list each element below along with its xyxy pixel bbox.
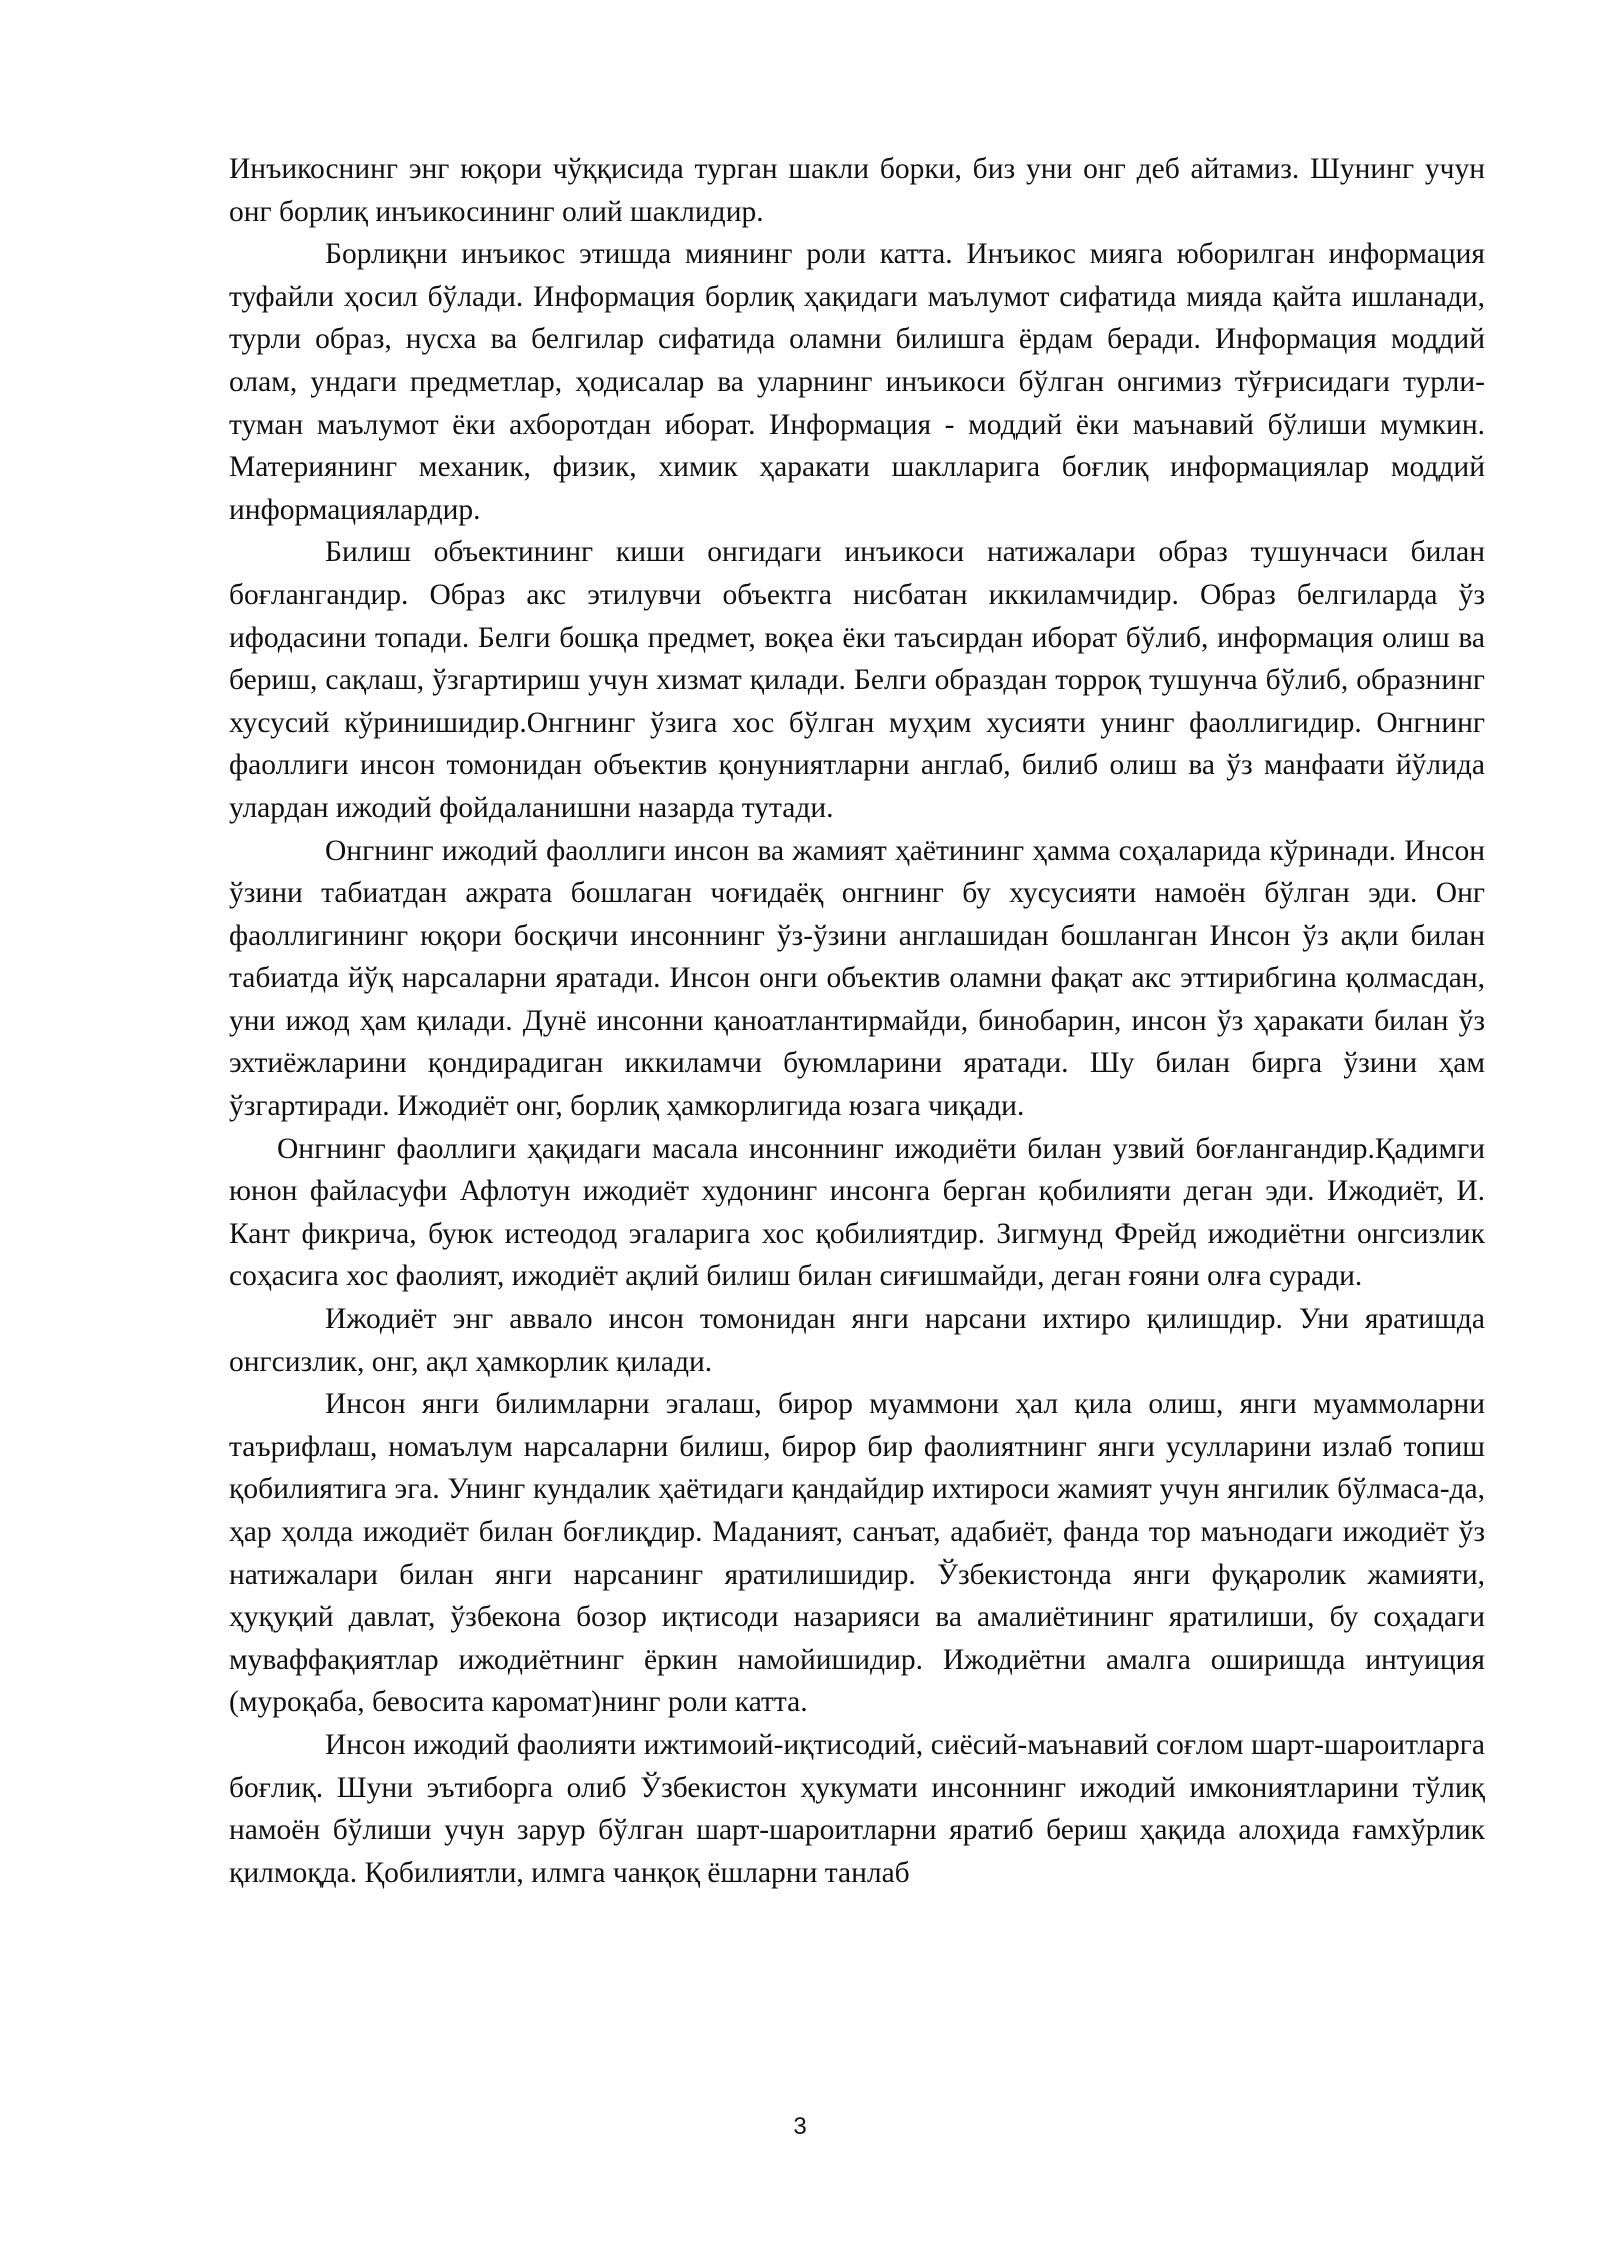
paragraph-5: Онгнинг фаоллиги ҳақидаги масала инсоннинг ижодиёти билан узвий боғлангандир.Қадимги юнон файласуфи Афлотун ижодиёт худонинг инсонга берган қобилияти деган эди. Ижодиёт, И. Кант фикрича, буюк истеодод эгаларига хос қобилиятдир. Зигмунд Фрейд ижодиётни онгсизлик соҳасига хос фаолият, ижодиёт ақлий билиш билан сиғишмайди, деган ғояни олға суради. bbox=[229, 1132, 1485, 1293]
page-number: 3 bbox=[793, 2113, 807, 2140]
paragraph-8: Инсон ижодий фаолияти ижтимоий-иқтисодий, сиёсий-маънавий соғлом шарт-шароитларга боғлиқ. Шуни эътиборга олиб Ўзбекистон ҳукумати инсоннинг ижодий имкониятларини тўлиқ намоён бўлиши учун зарур бўлган шарт-шароитларни яратиб бериш ҳақида алоҳида ғамхўрлик қилмоқда. Қобилиятли, илмга чанқоқ ёшларни танлаб bbox=[229, 1728, 1485, 1889]
paragraph-7: Инсон янги билимларни эгалаш, бирор муаммони ҳал қила олиш, янги муаммоларни таърифлаш, номаълум нарсаларни билиш, бирор бир фаолиятнинг янги усулларини излаб топиш қобилиятига эга. Унинг кундалик ҳаётидаги қандайдир ихтироси жамият учун янгилик бўлмаса-да, ҳар ҳолда ижодиёт билан боғлиқдир. Маданият, санъат, адабиёт, фанда тор маънодаги ижодиёт ўз натижалари билан янги нарсанинг яратилишидир. Ўзбекистонда янги фуқаролик жамияти, ҳуқуқий давлат, ўзбекона бозор иқтисоди назарияси ва амалиётининг яратилиши, бу соҳадаги муваффақиятлар ижодиётнинг ёркин намойишидир. Ижодиётни амалга оширишда интуиция (муроқаба, бевосита каромат)нинг роли катта. bbox=[229, 1388, 1485, 1719]
paragraph-4: Онгнинг ижодий фаоллиги инсон ва жамият ҳаётининг ҳамма соҳаларида кўринади. Инсон ўзини табиатдан ажрата бошлаган чоғидаёқ онгнинг бу хусусияти намоён бўлган эди. Онг фаоллигининг юқори босқичи инсоннинг ўз-ўзини англашидан бошланган Инсон ўз ақли билан табиатда йўқ нарсаларни яратади. Инсон онги объектив оламни фақат акс эттирибгина қолмасдан, уни ижод ҳам қилади. Дунё инсонни қаноатлантирмайди, бинобарин, инсон ўз ҳаракати билан ўз эхтиёжларини қондирадиган иккиламчи буюмларини яратади. Шу билан бирга ўзини ҳам ўзгартиради. Ижодиёт онг, борлиқ ҳамкорлигида юзага чиқади. bbox=[229, 834, 1485, 1123]
body-text bbox=[229, 148, 1485, 1894]
paragraph-2: Борлиқни инъикос этишда миянинг роли катта. Инъикос мияга юборилган информация туфайли ҳосил бўлади. Информация борлиқ ҳақидаги маълумот сифатида мияда қайта ишланади, турли образ, нусха ва белгилар сифатида оламни билишга ёрдам беради. Информация моддий олам, ундаги предметлар, ҳодисалар ва уларнинг инъикоси бўлган онгимиз тўғрисидаги турли-туман маълумот ёки ахборотдан иборат. Информация - моддий ёки маънавий бўлиши мумкин. Материянинг механик, физик, химик ҳаракати шаклларига боғлиқ информациялар моддий информациялардир. bbox=[229, 238, 1485, 526]
paragraph-1: Инъикоснинг энг юқори чўққисида турган шакли борки, биз уни онг деб айтамиз. Шунинг учун онг борлиқ инъикосининг олий шаклидир. bbox=[229, 153, 1485, 228]
paragraph-3: Билиш объектининг киши онгидаги инъикоси натижалари образ тушунчаси билан боғлангандир. Образ акс этилувчи объектга нисбатан иккиламчидир. Образ белгиларда ўз ифодасини топади. Белги бошқа предмет, воқеа ёки таъсирдан иборат бўлиб, информация олиш ва бериш, сақлаш, ўзгартириш учун хизмат қилади. Белги образдан торроқ тушунча бўлиб, образнинг хусусий кўринишидир.Онгнинг ўзига хос бўлган муҳим хусияти унинг фаоллигидир. Онгнинг фаоллиги инсон томонидан объектив қонуниятларни англаб, билиб олиш ва ўз манфаати йўлида улардан ижодий фойдаланишни назарда тутади. bbox=[229, 536, 1485, 824]
paragraph-6: Ижодиёт энг аввало инсон томонидан янги нарсани ихтиро қилишдир. Уни яратишда онгсизлик, онг, ақл ҳамкорлик қилади. bbox=[229, 1303, 1485, 1378]
